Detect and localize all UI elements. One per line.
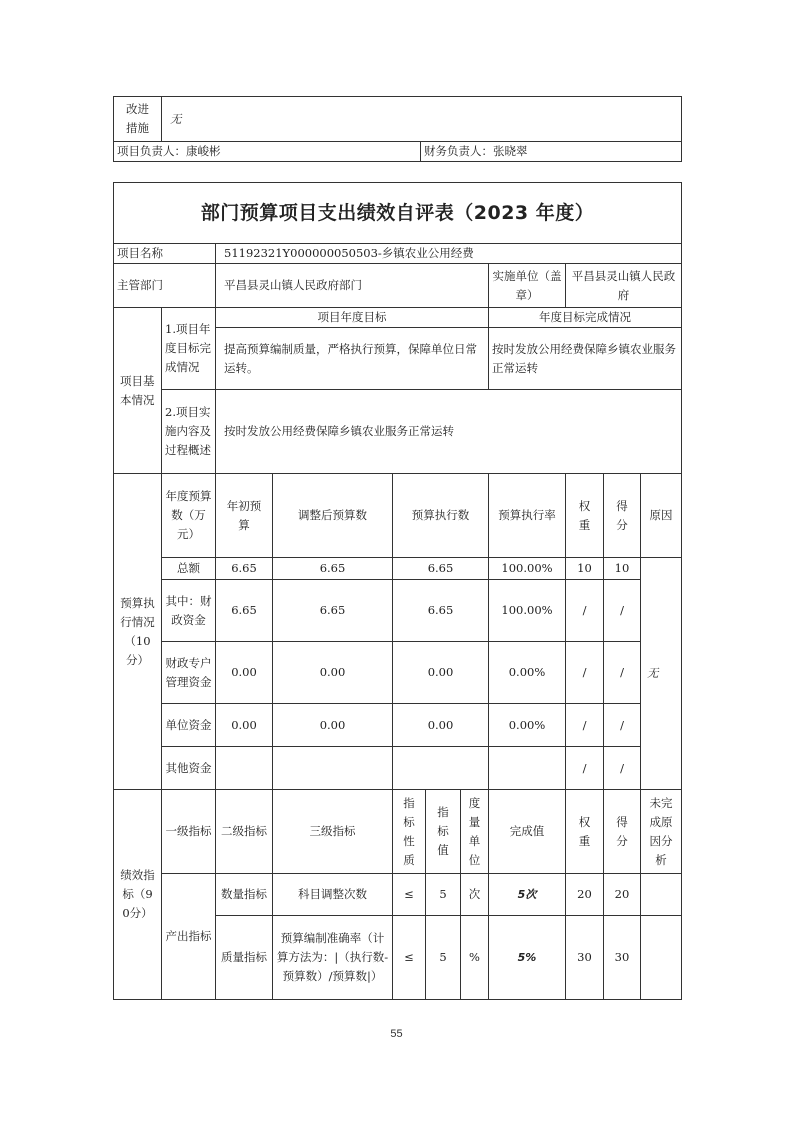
budget-section-label: 预算执行情况（10分）: [114, 474, 162, 790]
perf-nature: ≤: [393, 916, 426, 1000]
perf-header: 权重: [566, 790, 604, 874]
budget-weight: 10: [566, 558, 604, 580]
budget-adjusted: 6.65: [273, 580, 393, 642]
perf-header: 二级指标: [216, 790, 273, 874]
budget-row: [114, 642, 682, 704]
budget-initial: 0.00: [216, 642, 273, 704]
budget-header: 年度预算数（万元）: [162, 474, 216, 558]
perf-header: 指标值: [426, 790, 461, 874]
budget-weight: /: [566, 747, 604, 790]
done-value: 按时发放公用经费保障乡镇农业服务正常运转: [489, 328, 682, 390]
budget-rate: 100.00%: [489, 580, 566, 642]
perf-unit: 次: [461, 874, 489, 916]
budget-score: /: [604, 704, 641, 747]
budget-executed: 6.65: [393, 558, 489, 580]
perf-reason: [641, 874, 682, 916]
budget-row-label: 单位资金: [162, 704, 216, 747]
perf-weight: 20: [566, 874, 604, 916]
budget-header: 原因: [641, 474, 682, 558]
budget-header: 权重: [566, 474, 604, 558]
goal-value: 提高预算编制质量，严格执行预算，保障单位日常运转。: [216, 328, 489, 390]
page-number: 55: [390, 1028, 403, 1040]
budget-row: [114, 558, 682, 580]
improve-value: 无: [162, 97, 682, 142]
budget-rate: 0.00%: [489, 642, 566, 704]
form-title: 部门预算项目支出绩效自评表（2023 年度）: [114, 183, 682, 244]
impl-unit-value: 平昌县灵山镇人民政府: [566, 264, 682, 308]
perf-header: 指标性质: [393, 790, 426, 874]
basic-section-label: 项目基本情况: [114, 308, 162, 474]
perf-section-label: 绩效指标（90分）: [114, 790, 162, 1000]
budget-header: 预算执行数: [393, 474, 489, 558]
budget-row-label: 财政专户管理资金: [162, 642, 216, 704]
dept-label: 主管部门: [114, 264, 216, 308]
budget-header: 年初预算: [216, 474, 273, 558]
budget-reason: 无: [641, 558, 682, 790]
perf-nature: ≤: [393, 874, 426, 916]
sub2-value: 按时发放公用经费保障乡镇农业服务正常运转: [216, 390, 682, 474]
budget-adjusted: 6.65: [273, 558, 393, 580]
perf-done: 5%: [489, 916, 566, 1000]
project-name-value: 51192321Y000000050503-乡镇农业公用经费: [216, 244, 682, 264]
budget-score: /: [604, 642, 641, 704]
sub2-label: 2.项目实施内容及过程概述: [162, 390, 216, 474]
improve-label: 改进措施: [114, 97, 162, 142]
budget-initial: 6.65: [216, 580, 273, 642]
budget-initial: [216, 747, 273, 790]
budget-initial: 6.65: [216, 558, 273, 580]
perf-value: 5: [426, 874, 461, 916]
performance-self-evaluation-form: [113, 182, 682, 1000]
budget-executed: [393, 747, 489, 790]
perf-level1: 产出指标: [162, 874, 216, 1000]
perf-level2: 质量指标: [216, 916, 273, 1000]
perf-header: 三级指标: [273, 790, 393, 874]
budget-header: 预算执行率: [489, 474, 566, 558]
project-lead: 项目负责人：康峻彬: [114, 142, 421, 162]
budget-rate: 0.00%: [489, 704, 566, 747]
budget-row: [114, 580, 682, 642]
budget-score: /: [604, 747, 641, 790]
budget-score: /: [604, 580, 641, 642]
perf-reason: [641, 916, 682, 1000]
budget-row-label: 其中：财政资金: [162, 580, 216, 642]
budget-weight: /: [566, 642, 604, 704]
perf-level2: 数量指标: [216, 874, 273, 916]
budget-header: 得分: [604, 474, 641, 558]
budget-row-label: 总额: [162, 558, 216, 580]
budget-row: [114, 704, 682, 747]
impl-unit-label: 实施单位（盖章）: [489, 264, 566, 308]
sub1-label: 1.项目年度目标完成情况: [162, 308, 216, 390]
budget-executed: 6.65: [393, 580, 489, 642]
budget-adjusted: 0.00: [273, 642, 393, 704]
budget-executed: 0.00: [393, 704, 489, 747]
budget-rate: 100.00%: [489, 558, 566, 580]
perf-score: 30: [604, 916, 641, 1000]
budget-adjusted: 0.00: [273, 704, 393, 747]
budget-executed: 0.00: [393, 642, 489, 704]
perf-level3: 预算编制准确率（计算方法为：|（执行数-预算数）/预算数|）: [273, 916, 393, 1000]
budget-row-label: 其他资金: [162, 747, 216, 790]
improvement-table: [113, 96, 682, 162]
perf-unit: %: [461, 916, 489, 1000]
perf-header: 度量单位: [461, 790, 489, 874]
budget-initial: 0.00: [216, 704, 273, 747]
perf-done: 5次: [489, 874, 566, 916]
budget-row: [114, 747, 682, 790]
done-header: 年度目标完成情况: [489, 308, 682, 328]
perf-score: 20: [604, 874, 641, 916]
perf-header: 得分: [604, 790, 641, 874]
budget-rate: [489, 747, 566, 790]
perf-level3: 科目调整次数: [273, 874, 393, 916]
perf-header: 未完成原因分析: [641, 790, 682, 874]
perf-value: 5: [426, 916, 461, 1000]
dept-value: 平昌县灵山镇人民政府部门: [216, 264, 489, 308]
budget-score: 10: [604, 558, 641, 580]
perf-header: 完成值: [489, 790, 566, 874]
perf-header: 一级指标: [162, 790, 216, 874]
perf-row: [114, 874, 682, 916]
budget-weight: /: [566, 580, 604, 642]
budget-weight: /: [566, 704, 604, 747]
budget-header: 调整后预算数: [273, 474, 393, 558]
goal-header: 项目年度目标: [216, 308, 489, 328]
perf-weight: 30: [566, 916, 604, 1000]
finance-lead: 财务负责人：张晓翠: [421, 142, 682, 162]
project-name-label: 项目名称: [114, 244, 216, 264]
budget-adjusted: [273, 747, 393, 790]
